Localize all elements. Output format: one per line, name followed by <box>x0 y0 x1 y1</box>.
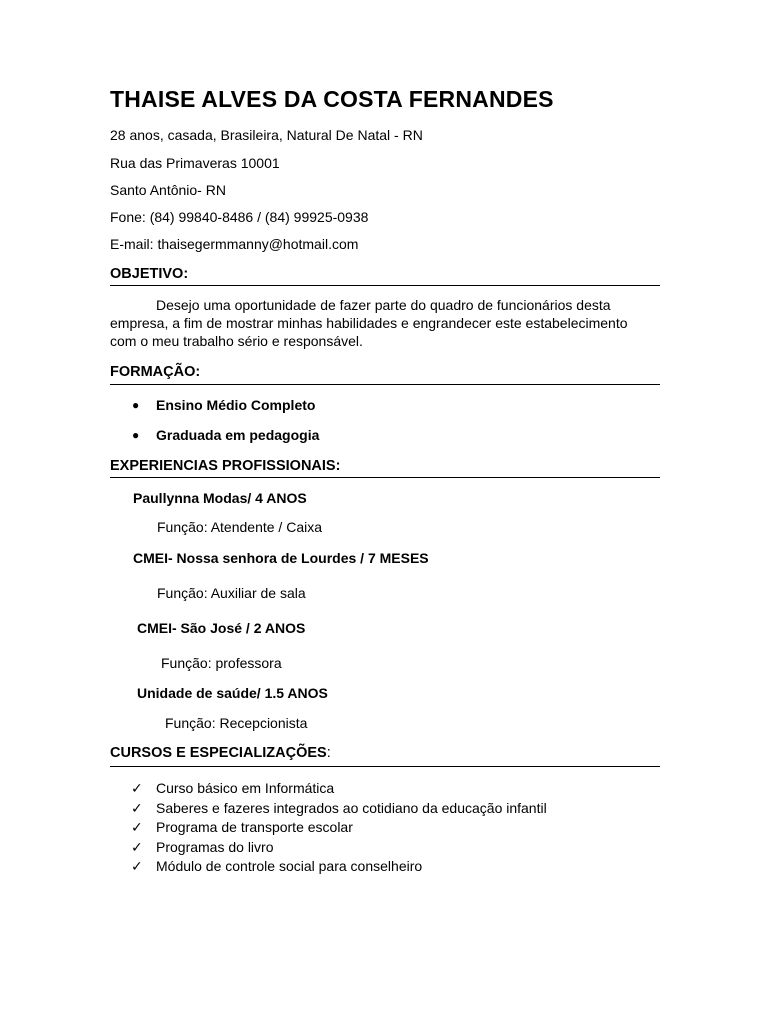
phone-line: Fone: (84) 99840-8486 / (84) 99925-0938 <box>110 209 369 225</box>
section-title-education: FORMAÇÃO: <box>110 364 201 380</box>
job-place: CMEI- São José / 2 ANOS <box>137 620 306 636</box>
section-divider <box>110 766 660 767</box>
section-title-objective: OBJETIVO: <box>110 266 189 282</box>
check-icon: ✓ <box>131 858 143 874</box>
address-line: Rua das Primaveras 10001 <box>110 155 280 171</box>
section-divider <box>110 285 660 286</box>
check-icon: ✓ <box>131 800 143 816</box>
resume-name: THAISE ALVES DA COSTA FERNANDES <box>110 86 554 112</box>
city-line: Santo Antônio- RN <box>110 182 226 198</box>
course-item: Saberes e fazeres integrados ao cotidiano da educação infantil <box>156 800 547 816</box>
education-item: Graduada em pedagogia <box>156 427 320 443</box>
bullet-icon: ● <box>132 428 140 442</box>
course-item: Programa de transporte escolar <box>156 819 353 835</box>
course-item: Programas do livro <box>156 839 274 855</box>
check-icon: ✓ <box>131 780 143 796</box>
job-place: Unidade de saúde/ 1.5 ANOS <box>137 685 328 701</box>
section-divider <box>110 477 660 478</box>
job-place: CMEI- Nossa senhora de Lourdes / 7 MESES <box>133 550 429 566</box>
course-item: Curso básico em Informática <box>156 780 335 796</box>
check-icon: ✓ <box>131 839 143 855</box>
section-title-experience: EXPERIENCIAS PROFISSIONAIS: <box>110 458 341 474</box>
job-place: Paullynna Modas/ 4 ANOS <box>133 490 307 506</box>
job-role: Função: Auxiliar de sala <box>157 585 306 601</box>
email-line: E-mail: thaisegermmanny@hotmail.com <box>110 236 359 252</box>
check-icon: ✓ <box>131 819 143 835</box>
job-role: Função: Recepcionista <box>165 715 308 731</box>
objective-text: Desejo uma oportunidade de fazer parte do quadro de funcionários desta empresa, a fim de mostrar minhas habilidades e engrandecer este estabelecimento com o meu trabalho sério e responsável. <box>110 297 628 349</box>
education-item: Ensino Médio Completo <box>156 397 316 413</box>
bullet-icon: ● <box>132 398 140 412</box>
course-item: Módulo de controle social para conselheiro <box>156 858 423 874</box>
section-divider <box>110 384 660 385</box>
job-role: Função: professora <box>161 655 282 671</box>
section-title-courses: CURSOS E ESPECIALIZAÇÕES: <box>110 745 331 761</box>
personal-info-line: 28 anos, casada, Brasileira, Natural De Natal - RN <box>110 127 423 143</box>
job-role: Função: Atendente / Caixa <box>157 519 322 535</box>
